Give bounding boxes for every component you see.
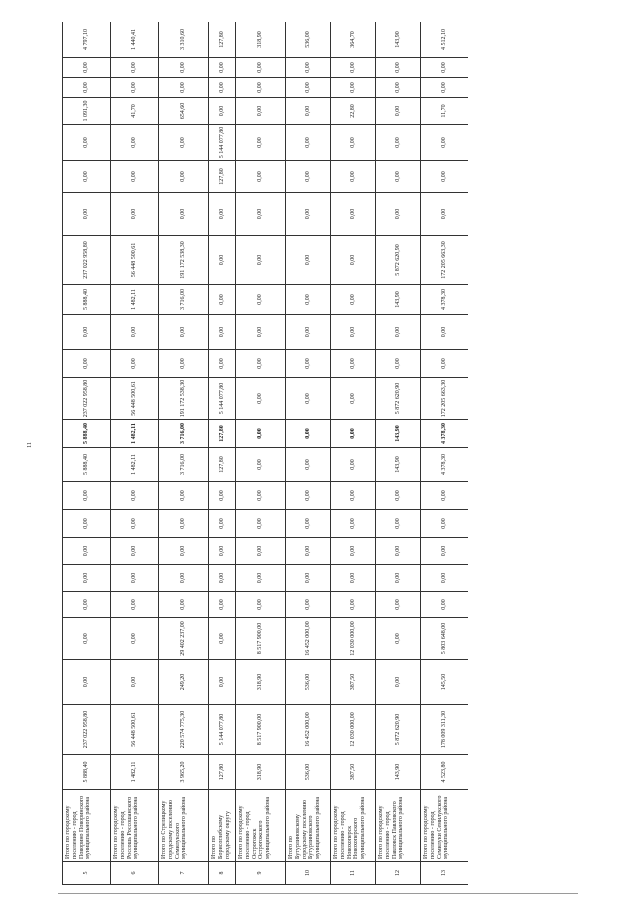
- value-cell: 0,00: [236, 482, 286, 510]
- value-cell: 0,00: [209, 236, 236, 285]
- value-cell: 318,90: [236, 755, 286, 790]
- value-cell: 22,80: [331, 98, 376, 125]
- value-cell: 0,00: [236, 378, 286, 420]
- value-cell: 0,00: [331, 350, 376, 378]
- value-cell: 8 517 900,00: [236, 705, 286, 755]
- value-cell: 0,00: [159, 193, 209, 236]
- rotated-table-frame: [62, 22, 468, 885]
- value-cell: 0,00: [421, 538, 469, 565]
- value-cell: 0,00: [331, 565, 376, 592]
- value-cell: 0,00: [236, 285, 286, 315]
- value-cell: 143,90: [376, 285, 421, 315]
- value-cell: 143,90: [376, 22, 421, 58]
- row-number-cell: 13: [421, 862, 469, 885]
- value-cell: 0,00: [376, 78, 421, 98]
- value-cell: 0,00: [421, 125, 469, 161]
- value-cell: 0,00: [286, 448, 331, 482]
- value-cell: 0,00: [421, 78, 469, 98]
- value-cell: 0,00: [209, 565, 236, 592]
- value-cell: 4 378,30: [421, 448, 469, 482]
- value-cell: 0,00: [209, 538, 236, 565]
- value-cell: 0,00: [209, 193, 236, 236]
- value-cell: 0,00: [236, 350, 286, 378]
- value-cell: 143,90: [376, 420, 421, 448]
- value-cell: 0,00: [376, 592, 421, 618]
- value-cell: 0,00: [159, 592, 209, 618]
- value-cell: 0,00: [159, 510, 209, 538]
- value-cell: 318,90: [236, 22, 286, 58]
- value-cell: 0,00: [159, 125, 209, 161]
- value-cell: 0,00: [286, 378, 331, 420]
- value-cell: 0,00: [286, 285, 331, 315]
- value-cell: 0,00: [236, 236, 286, 285]
- value-cell: 0,00: [331, 58, 376, 78]
- value-cell: 3 716,00: [159, 448, 209, 482]
- row-name-cell: Итого по городскому поселению - город Поворино Поворинского муниципального района: [63, 790, 111, 862]
- table-row: [236, 22, 286, 885]
- value-cell: 0,00: [286, 58, 331, 78]
- value-cell: 0,00: [159, 538, 209, 565]
- value-cell: 0,00: [331, 285, 376, 315]
- value-cell: 237 022 958,80: [63, 236, 111, 285]
- value-cell: 5 888,40: [63, 448, 111, 482]
- value-cell: 0,00: [286, 482, 331, 510]
- value-cell: 364,70: [331, 22, 376, 58]
- value-cell: 0,00: [63, 125, 111, 161]
- row-number-cell: 11: [331, 862, 376, 885]
- value-cell: 1 440,41: [111, 22, 159, 58]
- value-cell: 0,00: [236, 510, 286, 538]
- value-cell: 0,00: [63, 618, 111, 660]
- value-cell: 0,00: [63, 58, 111, 78]
- value-cell: 0,00: [376, 565, 421, 592]
- value-cell: 145,50: [421, 660, 469, 705]
- value-cell: 127,80: [209, 755, 236, 790]
- value-cell: 0,00: [331, 78, 376, 98]
- value-cell: 1 482,11: [111, 420, 159, 448]
- value-cell: 0,00: [236, 315, 286, 350]
- value-cell: 0,00: [331, 420, 376, 448]
- value-cell: 237 022 958,80: [63, 378, 111, 420]
- value-cell: 0,00: [236, 538, 286, 565]
- value-cell: 1 482,11: [111, 755, 159, 790]
- value-cell: 0,00: [376, 161, 421, 193]
- value-cell: 0,00: [209, 58, 236, 78]
- value-cell: 0,00: [236, 565, 286, 592]
- row-name-cell: Итого по городскому поселению - город Новохоперск Новохоперского муниципального района: [331, 790, 376, 862]
- value-cell: 1 482,11: [111, 448, 159, 482]
- value-cell: 0,00: [421, 315, 469, 350]
- row-number-cell: 5: [63, 862, 111, 885]
- value-cell: 0,00: [421, 592, 469, 618]
- value-cell: 29 402 237,00: [159, 618, 209, 660]
- value-cell: 0,00: [421, 482, 469, 510]
- value-cell: 0,00: [421, 58, 469, 78]
- value-cell: 0,00: [111, 125, 159, 161]
- value-cell: 0,00: [331, 378, 376, 420]
- value-cell: 0,00: [111, 618, 159, 660]
- value-cell: 0,00: [421, 193, 469, 236]
- value-cell: 3 310,60: [159, 22, 209, 58]
- value-cell: 0,00: [209, 285, 236, 315]
- value-cell: 318,90: [236, 660, 286, 705]
- value-cell: 0,00: [236, 592, 286, 618]
- table-row: [159, 22, 209, 885]
- value-cell: 0,00: [111, 78, 159, 98]
- value-cell: 0,00: [376, 315, 421, 350]
- value-cell: 0,00: [63, 565, 111, 592]
- value-cell: 0,00: [376, 125, 421, 161]
- value-cell: 0,00: [286, 236, 331, 285]
- value-cell: 0,00: [111, 193, 159, 236]
- table-row: [63, 22, 111, 885]
- value-cell: 1 091,30: [63, 98, 111, 125]
- value-cell: 0,00: [159, 78, 209, 98]
- value-cell: 0,00: [286, 161, 331, 193]
- value-cell: 0,00: [209, 350, 236, 378]
- value-cell: 0,00: [63, 161, 111, 193]
- value-cell: 4 512,10: [421, 22, 469, 58]
- value-cell: 249,20: [159, 660, 209, 705]
- value-cell: 0,00: [111, 510, 159, 538]
- value-cell: 127,80: [209, 161, 236, 193]
- row-name-cell: Итого по городскому поселению - город Семилуки Семилукского муниципального района: [421, 790, 469, 862]
- value-cell: 536,00: [286, 22, 331, 58]
- value-cell: 0,00: [63, 538, 111, 565]
- value-cell: 56 448 500,61: [111, 378, 159, 420]
- value-cell: 127,80: [209, 448, 236, 482]
- value-cell: 0,00: [159, 482, 209, 510]
- value-cell: 0,00: [63, 315, 111, 350]
- value-cell: 0,00: [376, 193, 421, 236]
- value-cell: 0,00: [111, 482, 159, 510]
- value-cell: 0,00: [286, 350, 331, 378]
- value-cell: 0,00: [236, 193, 286, 236]
- value-cell: 0,00: [331, 592, 376, 618]
- value-cell: 4 378,30: [421, 285, 469, 315]
- value-cell: 0,00: [421, 510, 469, 538]
- row-name-cell: Итого по городскому поселению - город Острогожск Острогожского муниципального района: [236, 790, 286, 862]
- value-cell: 0,00: [159, 161, 209, 193]
- value-cell: 172 205 663,30: [421, 378, 469, 420]
- value-cell: 387,50: [331, 660, 376, 705]
- row-name-cell: Итого по городскому поселению - город Россошь Россошанского муниципального района: [111, 790, 159, 862]
- value-cell: 0,00: [331, 193, 376, 236]
- value-cell: 0,00: [421, 161, 469, 193]
- value-cell: 0,00: [376, 618, 421, 660]
- value-cell: 0,00: [331, 538, 376, 565]
- value-cell: 0,00: [159, 350, 209, 378]
- value-cell: 387,50: [331, 755, 376, 790]
- value-cell: 0,00: [209, 618, 236, 660]
- value-cell: 0,00: [111, 58, 159, 78]
- value-cell: 0,00: [286, 420, 331, 448]
- value-cell: 5 144 077,80: [209, 125, 236, 161]
- row-name-cell: Итого по городскому поселению - город Павловск Павловского муниципального района: [376, 790, 421, 862]
- value-cell: 5 888,40: [63, 285, 111, 315]
- value-cell: 41,70: [111, 98, 159, 125]
- value-cell: 16 452 000,00: [286, 705, 331, 755]
- value-cell: 0,00: [63, 660, 111, 705]
- value-cell: 5 144 077,80: [209, 705, 236, 755]
- value-cell: 5 803 648,00: [421, 618, 469, 660]
- row-number-cell: 10: [286, 862, 331, 885]
- value-cell: 172 205 663,30: [421, 236, 469, 285]
- value-cell: 0,00: [376, 510, 421, 538]
- value-cell: 3 716,00: [159, 420, 209, 448]
- value-cell: 0,00: [376, 660, 421, 705]
- row-name-cell: Итого по Стрелицкому городскому поселению Семилукского муниципального района: [159, 790, 209, 862]
- row-number-cell: 12: [376, 862, 421, 885]
- value-cell: 0,00: [159, 315, 209, 350]
- value-cell: 8 517 900,00: [236, 618, 286, 660]
- value-cell: 0,00: [331, 236, 376, 285]
- value-cell: 0,00: [286, 98, 331, 125]
- table-row: [286, 22, 331, 885]
- value-cell: 0,00: [286, 125, 331, 161]
- value-cell: 5 888,40: [63, 755, 111, 790]
- table-row: [376, 22, 421, 885]
- value-cell: 4 797,10: [63, 22, 111, 58]
- value-cell: 0,00: [209, 510, 236, 538]
- value-cell: 0,00: [236, 161, 286, 193]
- value-cell: 0,00: [63, 193, 111, 236]
- table-row: [331, 22, 376, 885]
- value-cell: 0,00: [286, 315, 331, 350]
- value-cell: 0,00: [111, 565, 159, 592]
- value-cell: 191 172 538,30: [159, 236, 209, 285]
- value-cell: 220 574 775,30: [159, 705, 209, 755]
- rotated-table-wrapper: [62, 22, 468, 885]
- value-cell: 0,00: [209, 78, 236, 98]
- value-cell: 0,00: [286, 565, 331, 592]
- value-cell: 0,00: [286, 78, 331, 98]
- value-cell: 0,00: [236, 420, 286, 448]
- value-cell: 0,00: [236, 58, 286, 78]
- value-cell: 1 482,11: [111, 285, 159, 315]
- value-cell: 0,00: [159, 565, 209, 592]
- value-cell: 0,00: [376, 58, 421, 78]
- value-cell: 4 378,30: [421, 420, 469, 448]
- value-cell: 127,80: [209, 420, 236, 448]
- value-cell: 56 448 500,61: [111, 705, 159, 755]
- table-row: [421, 22, 469, 885]
- value-cell: 143,90: [376, 448, 421, 482]
- value-cell: 0,00: [209, 660, 236, 705]
- value-cell: 0,00: [286, 193, 331, 236]
- value-cell: 0,00: [209, 482, 236, 510]
- row-number-cell: 8: [209, 862, 236, 885]
- footer-rule: [58, 893, 578, 894]
- value-cell: 0,00: [111, 350, 159, 378]
- value-cell: 0,00: [376, 538, 421, 565]
- value-cell: 0,00: [376, 482, 421, 510]
- value-cell: 0,00: [331, 315, 376, 350]
- table-row: [111, 22, 159, 885]
- value-cell: 237 022 958,80: [63, 705, 111, 755]
- value-cell: 0,00: [331, 448, 376, 482]
- value-cell: 0,00: [236, 78, 286, 98]
- value-cell: 0,00: [111, 161, 159, 193]
- value-cell: 3 716,00: [159, 285, 209, 315]
- value-cell: 5 888,40: [63, 420, 111, 448]
- value-cell: 0,00: [111, 315, 159, 350]
- value-cell: 3 965,20: [159, 755, 209, 790]
- value-cell: 0,00: [236, 125, 286, 161]
- value-cell: 0,00: [376, 350, 421, 378]
- value-cell: 0,00: [421, 350, 469, 378]
- value-cell: 0,00: [286, 510, 331, 538]
- value-cell: 5 872 620,90: [376, 378, 421, 420]
- row-number-cell: 7: [159, 862, 209, 885]
- value-cell: 0,00: [376, 98, 421, 125]
- value-cell: 0,00: [111, 538, 159, 565]
- value-cell: 178 009 311,30: [421, 705, 469, 755]
- row-number-cell: 6: [111, 862, 159, 885]
- value-cell: 4 523,80: [421, 755, 469, 790]
- value-cell: 143,90: [376, 755, 421, 790]
- value-cell: 536,00: [286, 660, 331, 705]
- value-cell: 5 144 077,80: [209, 378, 236, 420]
- value-cell: 0,00: [63, 592, 111, 618]
- value-cell: 127,80: [209, 22, 236, 58]
- value-cell: 0,00: [331, 482, 376, 510]
- value-cell: 0,00: [63, 510, 111, 538]
- value-cell: 0,00: [331, 125, 376, 161]
- value-cell: 0,00: [159, 58, 209, 78]
- row-name-cell: Итого по Бутурлиновскому городскому поселению Бутурлиновского муниципального района: [286, 790, 331, 862]
- value-cell: 16 452 000,00: [286, 618, 331, 660]
- row-number-cell: 9: [236, 862, 286, 885]
- value-cell: 0,00: [209, 592, 236, 618]
- row-name-cell: Итого по Борисоглебскому городскому округу: [209, 790, 236, 862]
- value-cell: 0,00: [331, 510, 376, 538]
- value-cell: 0,00: [331, 161, 376, 193]
- value-cell: 0,00: [111, 592, 159, 618]
- value-cell: 191 172 538,30: [159, 378, 209, 420]
- value-cell: 654,60: [159, 98, 209, 125]
- value-cell: 0,00: [209, 98, 236, 125]
- value-cell: 0,00: [63, 78, 111, 98]
- value-cell: 0,00: [63, 350, 111, 378]
- value-cell: 0,00: [421, 565, 469, 592]
- data-table: [62, 22, 468, 885]
- value-cell: 5 872 620,90: [376, 705, 421, 755]
- value-cell: 0,00: [286, 538, 331, 565]
- value-cell: 5 872 620,90: [376, 236, 421, 285]
- value-cell: 0,00: [236, 448, 286, 482]
- value-cell: 12 030 000,00: [331, 705, 376, 755]
- value-cell: 56 448 500,61: [111, 236, 159, 285]
- value-cell: 0,00: [63, 482, 111, 510]
- table-row: [209, 22, 236, 885]
- value-cell: 11,70: [421, 98, 469, 125]
- value-cell: 0,00: [111, 660, 159, 705]
- value-cell: 0,00: [286, 592, 331, 618]
- page-number: 11: [27, 442, 33, 448]
- value-cell: 536,00: [286, 755, 331, 790]
- value-cell: 0,00: [209, 315, 236, 350]
- value-cell: 12 030 000,00: [331, 618, 376, 660]
- value-cell: 0,00: [236, 98, 286, 125]
